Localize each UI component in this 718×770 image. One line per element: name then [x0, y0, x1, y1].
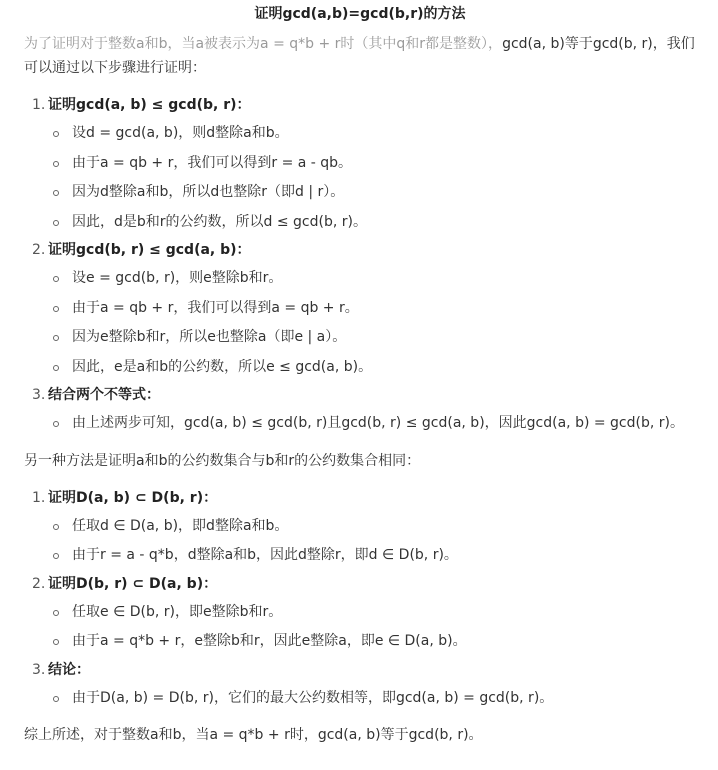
page-title: 证明gcd(a,b)=gcd(b,r)的方法 — [254, 6, 466, 22]
intro-muted-text: 为了证明对于整数a和b，当a被表示为a = q*b + r时（其中q和r都是整数）， — [24, 36, 503, 52]
step-title: 证明gcd(a, b) ≤ gcd(b, r)： — [48, 97, 251, 113]
step-number: 1. — [32, 97, 46, 113]
list-item: 由于a = q*b + r，e整除b和r，因此e整除a，即e ∈ D(a, b)。 — [72, 627, 696, 657]
list-item: 由于a = qb + r，我们可以得到r = a - qb。 — [72, 149, 696, 179]
intro-paragraph — [24, 32, 696, 80]
document-page — [0, 4, 718, 770]
step-sublist — [48, 684, 696, 714]
list-item: 因此，d是b和r的公约数，所以d ≤ gcd(b, r)。 — [72, 208, 696, 238]
step-item — [24, 92, 696, 237]
list-item: 设e = gcd(b, r)，则e整除b和r。 — [72, 264, 696, 294]
list-item: 因为e整除b和r，所以e也整除a（即e | a）。 — [72, 323, 696, 353]
step-title: 证明D(a, b) ⊂ D(b, r)： — [48, 489, 218, 506]
step-item — [24, 657, 696, 714]
proof-steps-list — [24, 92, 696, 439]
step-title: 结论： — [48, 661, 90, 678]
list-item: 由于D(a, b) = D(b, r)，它们的最大公约数相等，即gcd(a, b) = gcd(b, r)。 — [72, 684, 696, 714]
list-item: 任取d ∈ D(a, b)，即d整除a和b。 — [72, 512, 696, 542]
list-item: 设d = gcd(a, b)，则d整除a和b。 — [72, 119, 696, 149]
list-item: 任取e ∈ D(b, r)，即e整除b和r。 — [72, 598, 696, 628]
step-title: 结合两个不等式： — [48, 387, 160, 403]
alternative-method-text: 另一种方法是证明a和b的公约数集合与b和r的公约数集合相同： — [24, 452, 421, 469]
step-item — [24, 571, 696, 657]
step-title: 证明gcd(b, r) ≤ gcd(a, b)： — [48, 242, 251, 258]
list-item: 因为d整除a和b，所以d也整除r（即d | r）。 — [72, 178, 696, 208]
step-number: 1. — [32, 489, 46, 506]
step-sublist — [48, 409, 696, 439]
step-number: 3. — [32, 661, 46, 678]
step-title: 证明D(b, r) ⊂ D(a, b)： — [48, 575, 218, 592]
list-item: 由上述两步可知，gcd(a, b) ≤ gcd(b, r)且gcd(b, r) ≤ gcd(a, b)，因此gcd(a, b) = gcd(b, r)。 — [72, 409, 696, 439]
step-item — [24, 382, 696, 439]
step-number: 2. — [32, 242, 46, 258]
list-item: 因此，e是a和b的公约数，所以e ≤ gcd(a, b)。 — [72, 353, 696, 383]
intro-text: gcd(a, b)等于gcd(b, r)，我们可以通过以下步骤进行证明： — [24, 36, 695, 76]
step-sublist — [48, 512, 696, 571]
step-number: 3. — [32, 387, 46, 403]
step-item — [24, 485, 696, 571]
step-sublist — [48, 264, 696, 382]
step-item — [24, 237, 696, 382]
step-sublist — [48, 598, 696, 657]
step-number: 2. — [32, 575, 46, 592]
list-item: 由于a = qb + r，我们可以得到a = qb + r。 — [72, 294, 696, 324]
step-sublist — [48, 119, 696, 237]
list-item: 由于r = a - q*b，d整除a和b，因此d整除r，即d ∈ D(b, r)。 — [72, 541, 696, 571]
conclusion-text: 综上所述，对于整数a和b，当a = q*b + r时，gcd(a, b)等于gcd(b, r)。 — [24, 727, 483, 743]
set-proof-steps-list — [24, 485, 696, 714]
